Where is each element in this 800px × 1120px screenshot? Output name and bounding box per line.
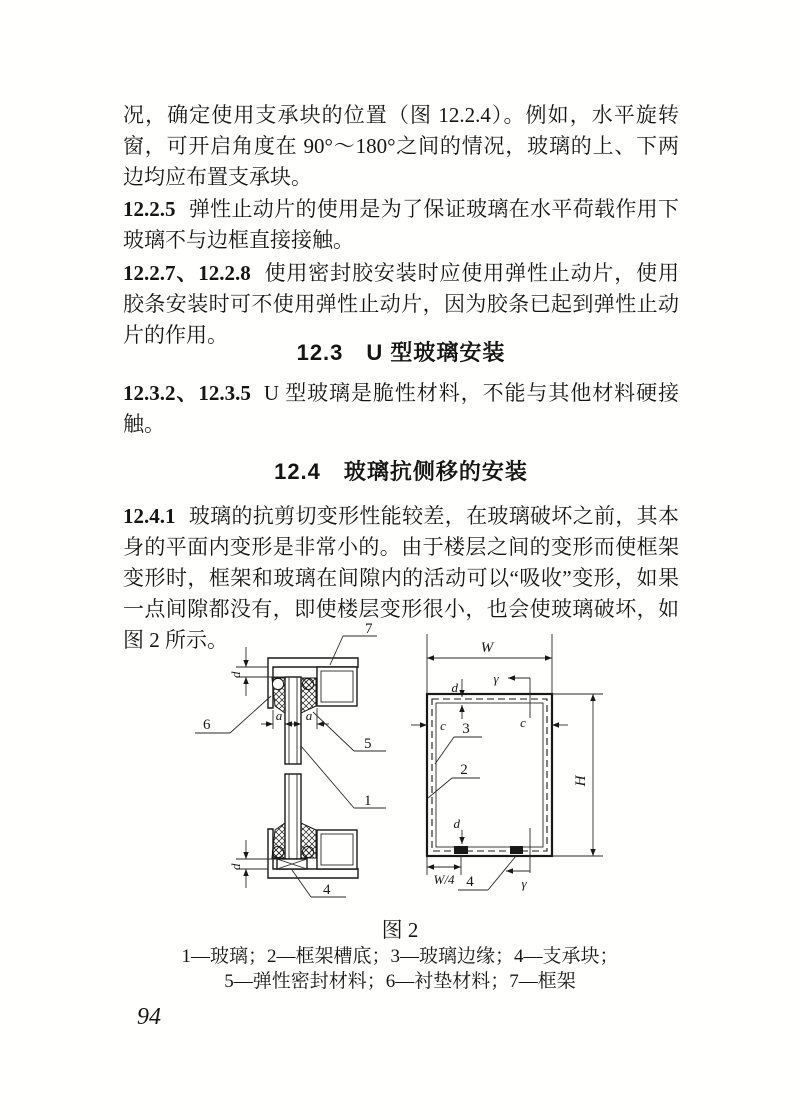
dim-label-a-left: a (275, 708, 283, 723)
dim-label-d-bottom: d (228, 863, 243, 870)
page-number: 94 (137, 1004, 161, 1030)
figure-label-6: 6 (203, 717, 211, 733)
frame-bottom-box-inner (321, 834, 353, 865)
paragraph-text: 使用密封胶安装时应使用弹性止动片，使用胶条安装时可不使用弹性止动片，因为胶条已起到弹性止动片的作用。 (123, 261, 680, 347)
dim-label-c-left: c (440, 718, 446, 733)
cross-section-diagram (195, 621, 386, 898)
paragraph-text: 况，确定使用支承块的位置（图 12.2.4）。例如，水平旋转窗，可开启角度在 90°～180°之间的情况，玻璃的上、下两边均应布置支承块。 (123, 103, 679, 189)
paragraph-12-2-5 (123, 194, 679, 256)
dim-label-W: W (480, 640, 494, 656)
paragraph-12-3-2 (123, 378, 679, 440)
section-heading-12-4: 12.4 玻璃抗侧移的安装 (274, 459, 528, 484)
figure-label-4-section: 4 (323, 882, 331, 898)
dim-label-gamma-bottom: γ (521, 876, 527, 891)
frame-groove-bottom (436, 703, 543, 847)
glass-upper (285, 677, 301, 764)
elevation-diagram (411, 634, 603, 891)
figure-label-3: 3 (462, 721, 470, 737)
dim-label-d-elev-bottom: d (453, 816, 460, 831)
figure-label-1: 1 (364, 793, 372, 809)
figure-caption: 图 2 (381, 918, 419, 942)
dim-label-a-right: a (305, 708, 313, 723)
figure-label-2: 2 (460, 762, 468, 778)
figure-2-diagram (150, 616, 650, 908)
dim-label-gamma-top: γ (493, 671, 499, 686)
frame-top-box-inner (321, 671, 353, 702)
dim-label-c-right: c (520, 715, 526, 730)
seal-bead-left (272, 678, 283, 689)
paragraph-text: 弹性止动片的使用是为了保证玻璃在水平荷载作用下玻璃不与边框直接接触。 (123, 197, 679, 252)
dim-label-W4: W/4 (433, 872, 455, 887)
seal-bead-bottom-right (302, 846, 313, 857)
figure-legend-line-1: 1—玻璃；2—框架槽底；3—玻璃边缘；4—支承块； (181, 946, 619, 967)
paragraph-text: 玻璃的抗剪切变形性能较差，在玻璃破坏之前，其本身的平面内变形是非常小的。由于楼层之间的变形而使框架变形时，框架和玻璃在间隙内的活动可以“吸收”变形，如果一点间隙都没有，即使楼层变形很小，也会使玻璃破坏，如图 2 所示。 (123, 504, 679, 652)
glass-lower (285, 774, 301, 859)
seal-bead-right (302, 678, 313, 689)
paragraph-continuation (123, 100, 679, 193)
seal-bead-bottom-left (272, 846, 283, 857)
dim-label-d-top: d (228, 671, 243, 678)
figure-label-4-elevation: 4 (466, 874, 474, 890)
clause-number: 12.3.2、12.3.5 (123, 381, 251, 405)
clause-number: 12.4.1 (123, 504, 176, 528)
figure-label-5: 5 (364, 736, 372, 752)
dim-label-H: H (573, 775, 589, 787)
figure-label-7: 7 (365, 621, 373, 637)
setting-block-left (454, 846, 468, 854)
section-heading-12-3: 12.3 U 型玻璃安装 (296, 340, 506, 365)
setting-block-right (510, 846, 523, 854)
paragraph-text: U 型玻璃是脆性材料，不能与其他材料硬接触。 (123, 381, 679, 436)
dim-label-d-elev-top: d (451, 680, 458, 695)
clause-number: 12.2.5 (123, 197, 176, 221)
clause-number: 12.2.7、12.2.8 (123, 261, 251, 285)
figure-legend-line-2: 5—弹性密封材料；6—衬垫材料；7—框架 (224, 971, 576, 992)
